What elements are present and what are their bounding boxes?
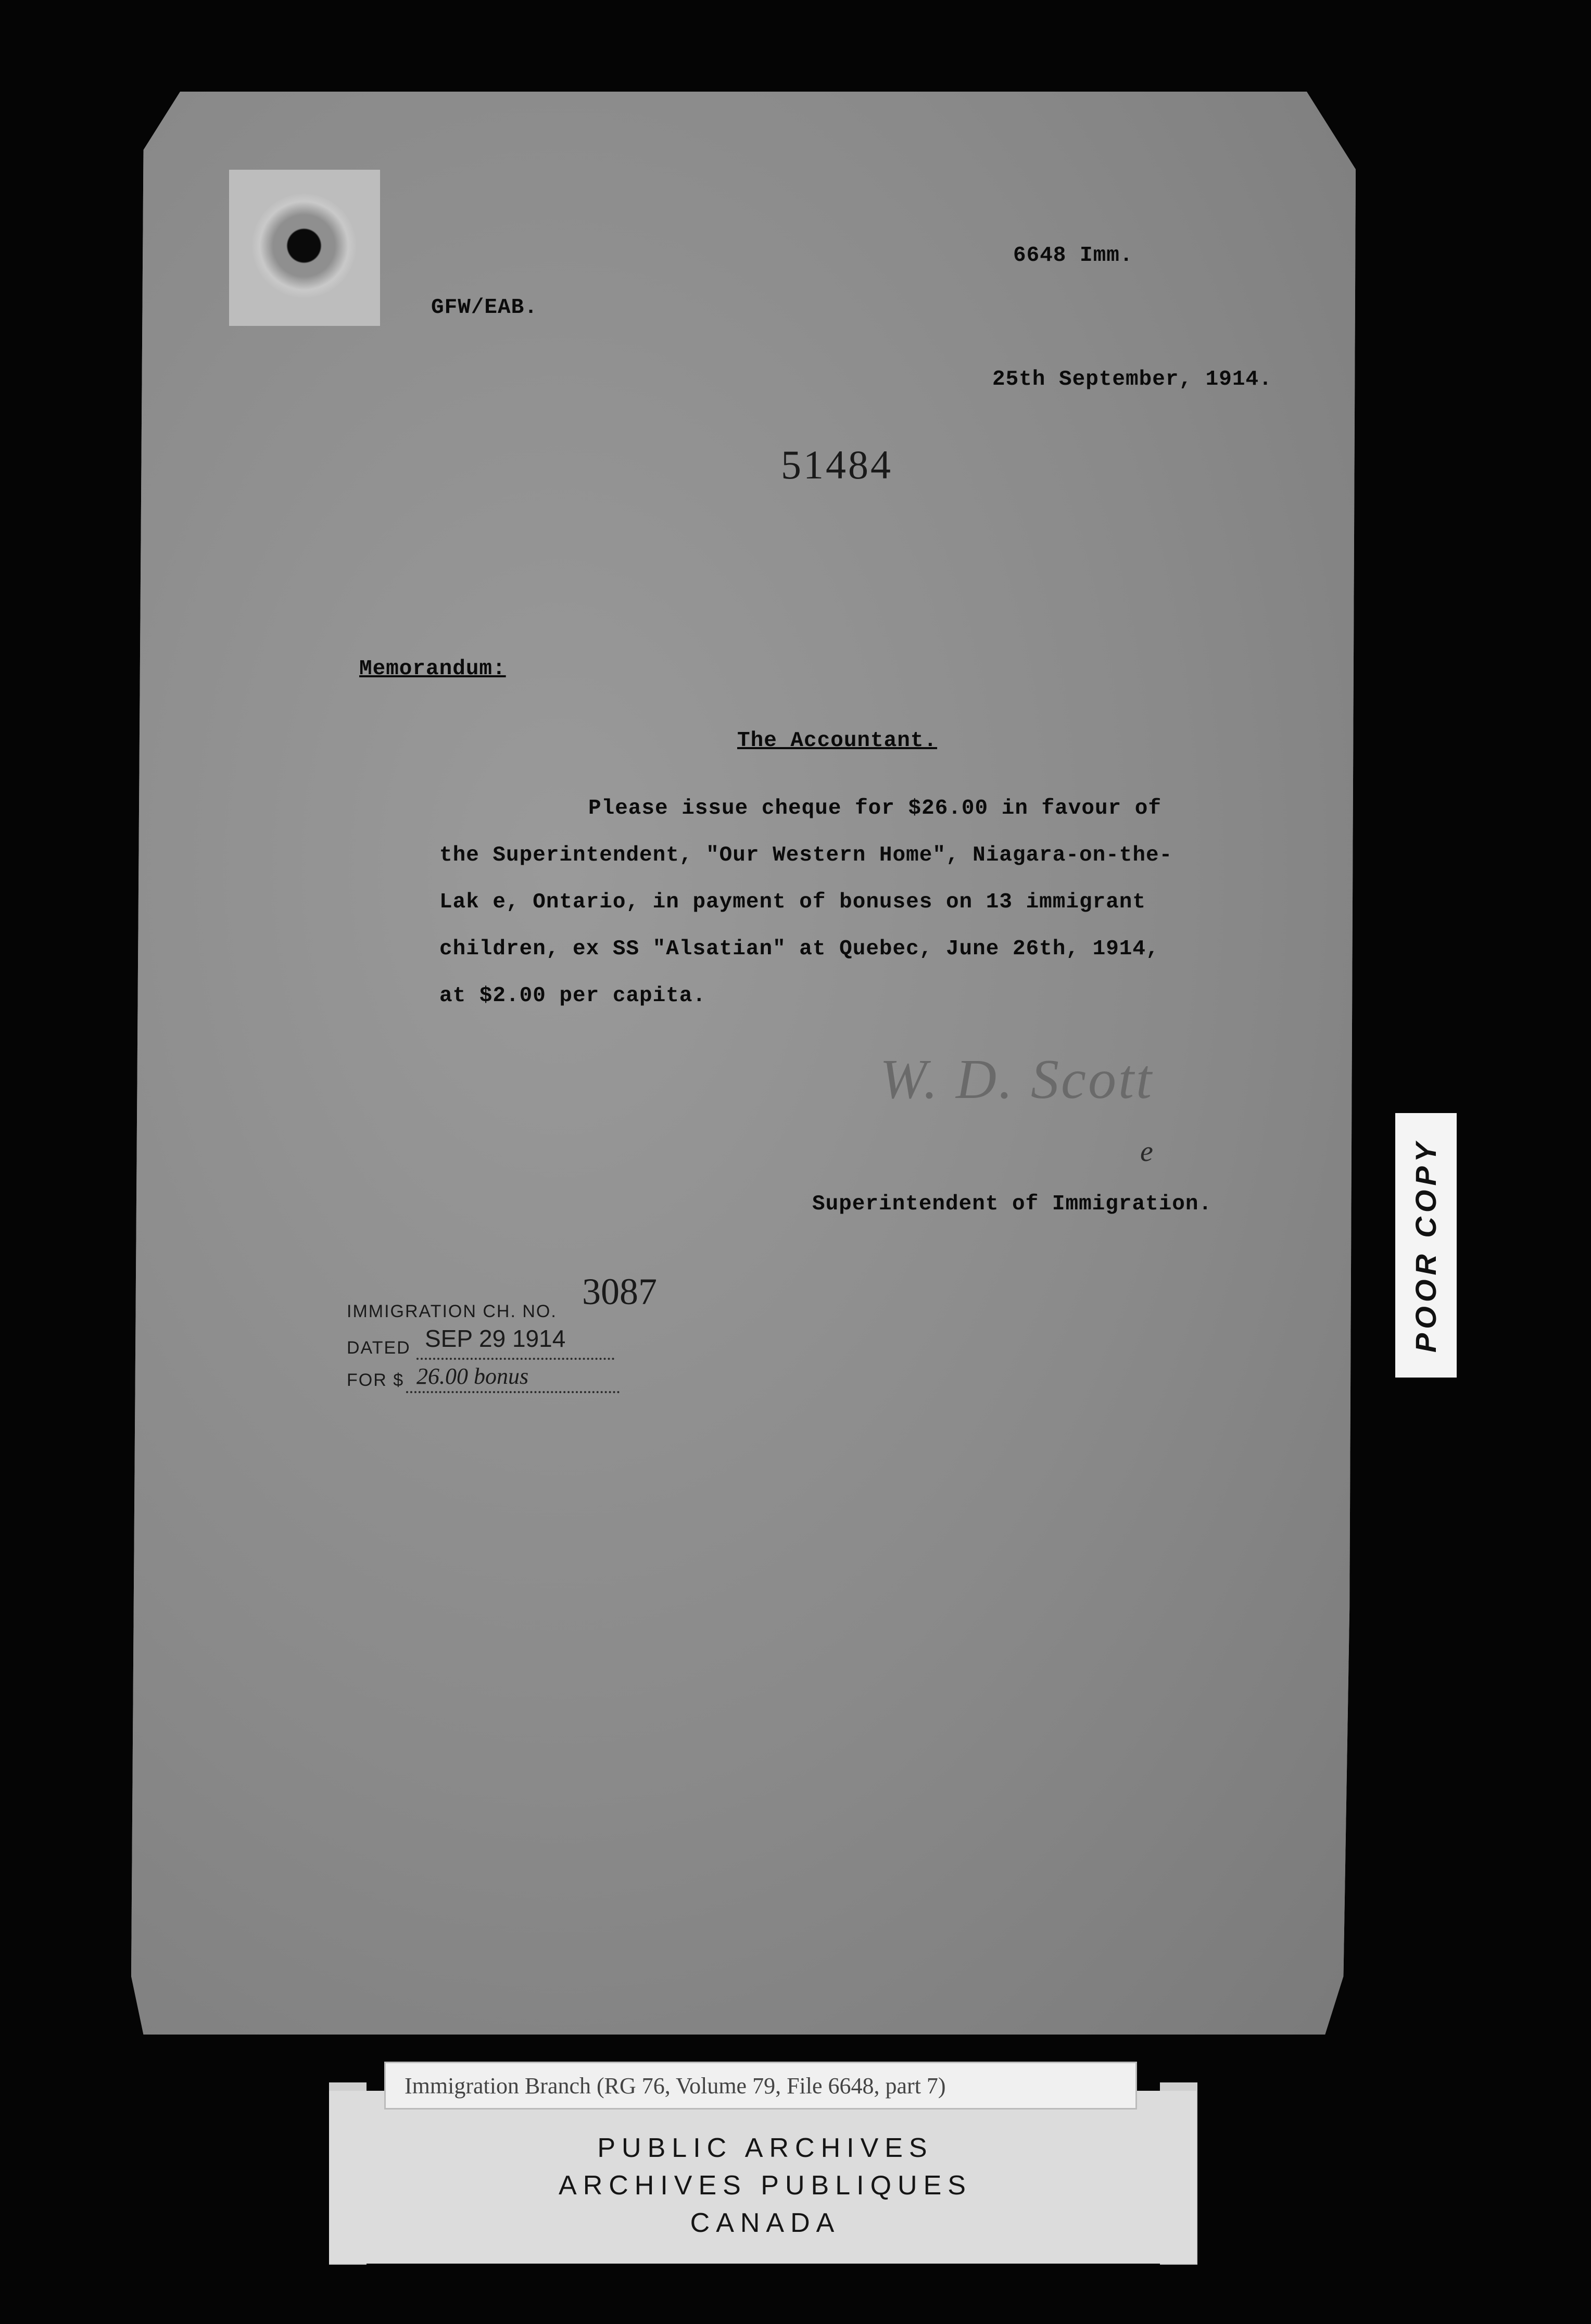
amount-label: FOR $ (347, 1370, 405, 1390)
file-number: 6648 Imm. (1013, 244, 1133, 268)
handwritten-signature: W. D. Scott (880, 1049, 1154, 1110)
cheque-number-label: IMMIGRATION CH. NO. (347, 1302, 557, 1321)
body-line: children, ex SS "Alsatian" at Quebec, June 26th, 1914, (439, 937, 1159, 961)
punch-hole (252, 194, 356, 298)
archives-card-text (375, 2129, 1156, 2242)
amount-value: 26.00 bonus (416, 1363, 529, 1389)
archives-line: CANADA (690, 2208, 841, 2238)
addressee: The Accountant. (737, 729, 938, 753)
body-line: the Superintendent, "Our Western Home", Niagara-on-the- (439, 843, 1173, 867)
amount-underline (406, 1391, 620, 1393)
body-line: at $2.00 per capita. (439, 984, 706, 1008)
signatory-title: Superintendent of Immigration. (812, 1192, 1213, 1216)
poor-copy-label (1395, 1113, 1457, 1378)
memo-heading: Memorandum: (359, 657, 506, 681)
dated-value: SEP 29 1914 (425, 1325, 566, 1352)
archives-line: PUBLIC ARCHIVES (597, 2133, 933, 2163)
poor-copy-text: POOR COPY (1409, 1138, 1443, 1353)
signature-initial: e (1140, 1135, 1153, 1168)
dated-underline (416, 1358, 614, 1360)
cheque-number: 3087 (582, 1271, 657, 1312)
body-line: Please issue cheque for $26.00 in favour of (588, 797, 1161, 820)
reference-label: Immigration Branch (RG 76, Volume 79, File 6648, part 7) (384, 2062, 1137, 2110)
registry-stamp-number: 51484 (781, 442, 893, 487)
initials-reference: GFW/EAB. (431, 296, 538, 320)
archives-line: ARCHIVES PUBLIQUES (559, 2170, 972, 2201)
dated-label: DATED (347, 1338, 411, 1358)
memo-date: 25th September, 1914. (992, 368, 1272, 391)
body-line: Lak e, Ontario, in payment of bonuses on 13 immigrant (439, 890, 1146, 914)
